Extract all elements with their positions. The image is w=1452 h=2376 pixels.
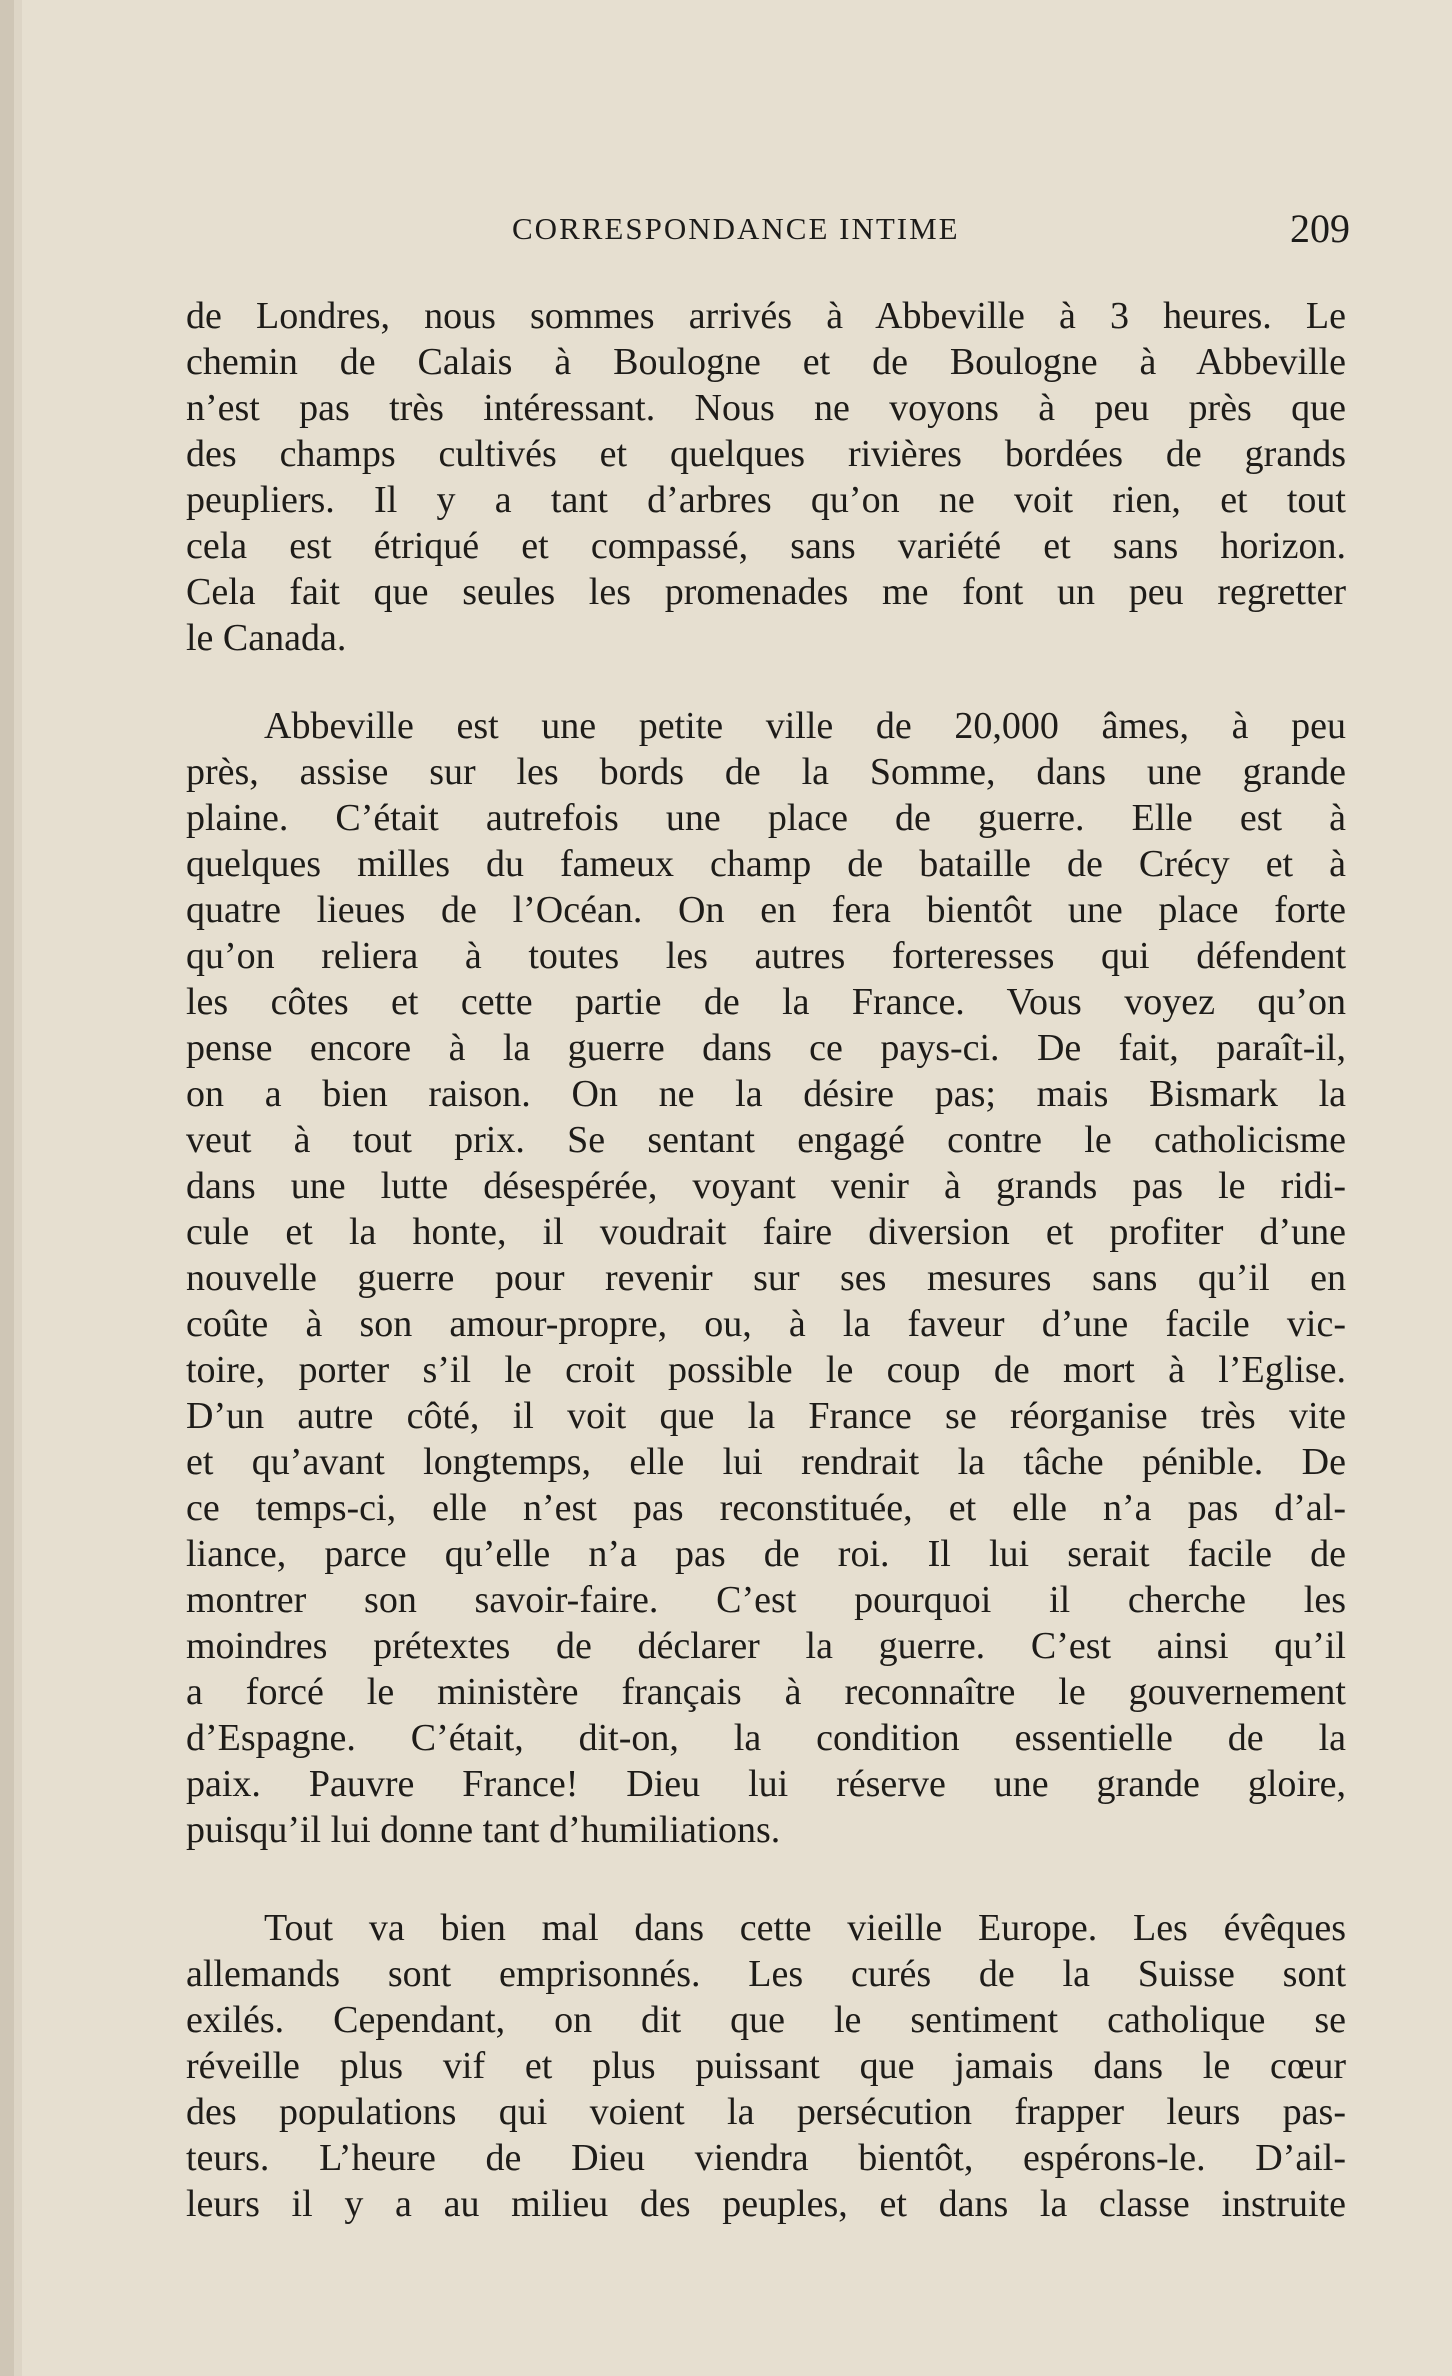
text-line: près, assise sur les bords de la Somme, dans une grande	[186, 751, 1346, 793]
text-line: et qu’avant longtemps, elle lui rendrait la tâche pénible. De	[186, 1441, 1346, 1483]
text-line: pense encore à la guerre dans ce pays-ci. De fait, paraît-il,	[186, 1027, 1346, 1069]
paragraph-spacing	[186, 1853, 1346, 1905]
text-line: Cela fait que seules les promenades me font un peu regretter	[186, 571, 1346, 613]
paragraph	[186, 293, 1346, 661]
text-line: liance, parce qu’elle n’a pas de roi. Il lui serait facile de	[186, 1533, 1346, 1575]
page-header	[0, 205, 1452, 255]
text-line: n’est pas très intéressant. Nous ne voyons à peu près que	[186, 387, 1346, 429]
text-line: veut à tout prix. Se sentant engagé contre le catholicisme	[186, 1119, 1346, 1161]
text-line: réveille plus vif et plus puissant que jamais dans le cœur	[186, 2045, 1346, 2087]
text-line: on a bien raison. On ne la désire pas; mais Bismark la	[186, 1073, 1346, 1115]
text-line: puisqu’il lui donne tant d’humiliations.	[186, 1809, 781, 1851]
paragraph	[186, 703, 1346, 1853]
text-line: paix. Pauvre France! Dieu lui réserve une grande gloire,	[186, 1763, 1346, 1805]
text-line: de Londres, nous sommes arrivés à Abbeville à 3 heures. Le	[186, 295, 1346, 337]
text-line: montrer son savoir-faire. C’est pourquoi il cherche les	[186, 1579, 1346, 1621]
text-line: cule et la honte, il voudrait faire diversion et profiter d’une	[186, 1211, 1346, 1253]
text-line: quelques milles du fameux champ de bataille de Crécy et à	[186, 843, 1346, 885]
text-line: dans une lutte désespérée, voyant venir à grands pas le ridi-	[186, 1165, 1346, 1207]
text-line: Abbeville est une petite ville de 20,000 âmes, à peu	[264, 705, 1346, 747]
text-line: ce temps-ci, elle n’est pas reconstituée, et elle n’a pas d’al-	[186, 1487, 1346, 1529]
running-head: CORRESPONDANCE INTIME	[512, 211, 960, 246]
text-line: leurs il y a au milieu des peuples, et dans la classe instruite	[186, 2183, 1346, 2225]
paragraph	[186, 1905, 1346, 2227]
text-line: nouvelle guerre pour revenir sur ses mesures sans qu’il en	[186, 1257, 1346, 1299]
text-line: d’Espagne. C’était, dit-on, la condition essentielle de la	[186, 1717, 1346, 1759]
text-line: des champs cultivés et quelques rivières bordées de grands	[186, 433, 1346, 475]
text-line: cela est étriqué et compassé, sans variété et sans horizon.	[186, 525, 1346, 567]
page-body	[186, 293, 1346, 2227]
text-line: quatre lieues de l’Océan. On en fera bientôt une place forte	[186, 889, 1346, 931]
text-line: plaine. C’était autrefois une place de guerre. Elle est à	[186, 797, 1346, 839]
page-number: 209	[1290, 206, 1350, 251]
text-line: chemin de Calais à Boulogne et de Boulogne à Abbeville	[186, 341, 1346, 383]
text-line: teurs. L’heure de Dieu viendra bientôt, espérons-le. D’ail-	[186, 2137, 1346, 2179]
text-line: peupliers. Il y a tant d’arbres qu’on ne voit rien, et tout	[186, 479, 1346, 521]
text-line: exilés. Cependant, on dit que le sentiment catholique se	[186, 1999, 1346, 2041]
text-line: les côtes et cette partie de la France. Vous voyez qu’on	[186, 981, 1346, 1023]
text-line: le Canada.	[186, 617, 347, 659]
paragraph-spacing	[186, 661, 1346, 703]
text-line: coûte à son amour-propre, ou, à la faveur d’une facile vic-	[186, 1303, 1346, 1345]
text-line: qu’on reliera à toutes les autres forteresses qui défendent	[186, 935, 1346, 977]
page-gutter-shadow	[0, 0, 22, 2376]
text-line: des populations qui voient la persécution frapper leurs pas-	[186, 2091, 1346, 2133]
text-line: a forcé le ministère français à reconnaître le gouvernement	[186, 1671, 1346, 1713]
text-line: moindres prétextes de déclarer la guerre. C’est ainsi qu’il	[186, 1625, 1346, 1667]
text-line: D’un autre côté, il voit que la France se réorganise très vite	[186, 1395, 1346, 1437]
text-line: Tout va bien mal dans cette vieille Europe. Les évêques	[264, 1907, 1346, 1949]
text-line: allemands sont emprisonnés. Les curés de la Suisse sont	[186, 1953, 1346, 1995]
text-line: toire, porter s’il le croit possible le coup de mort à l’Eglise.	[186, 1349, 1346, 1391]
